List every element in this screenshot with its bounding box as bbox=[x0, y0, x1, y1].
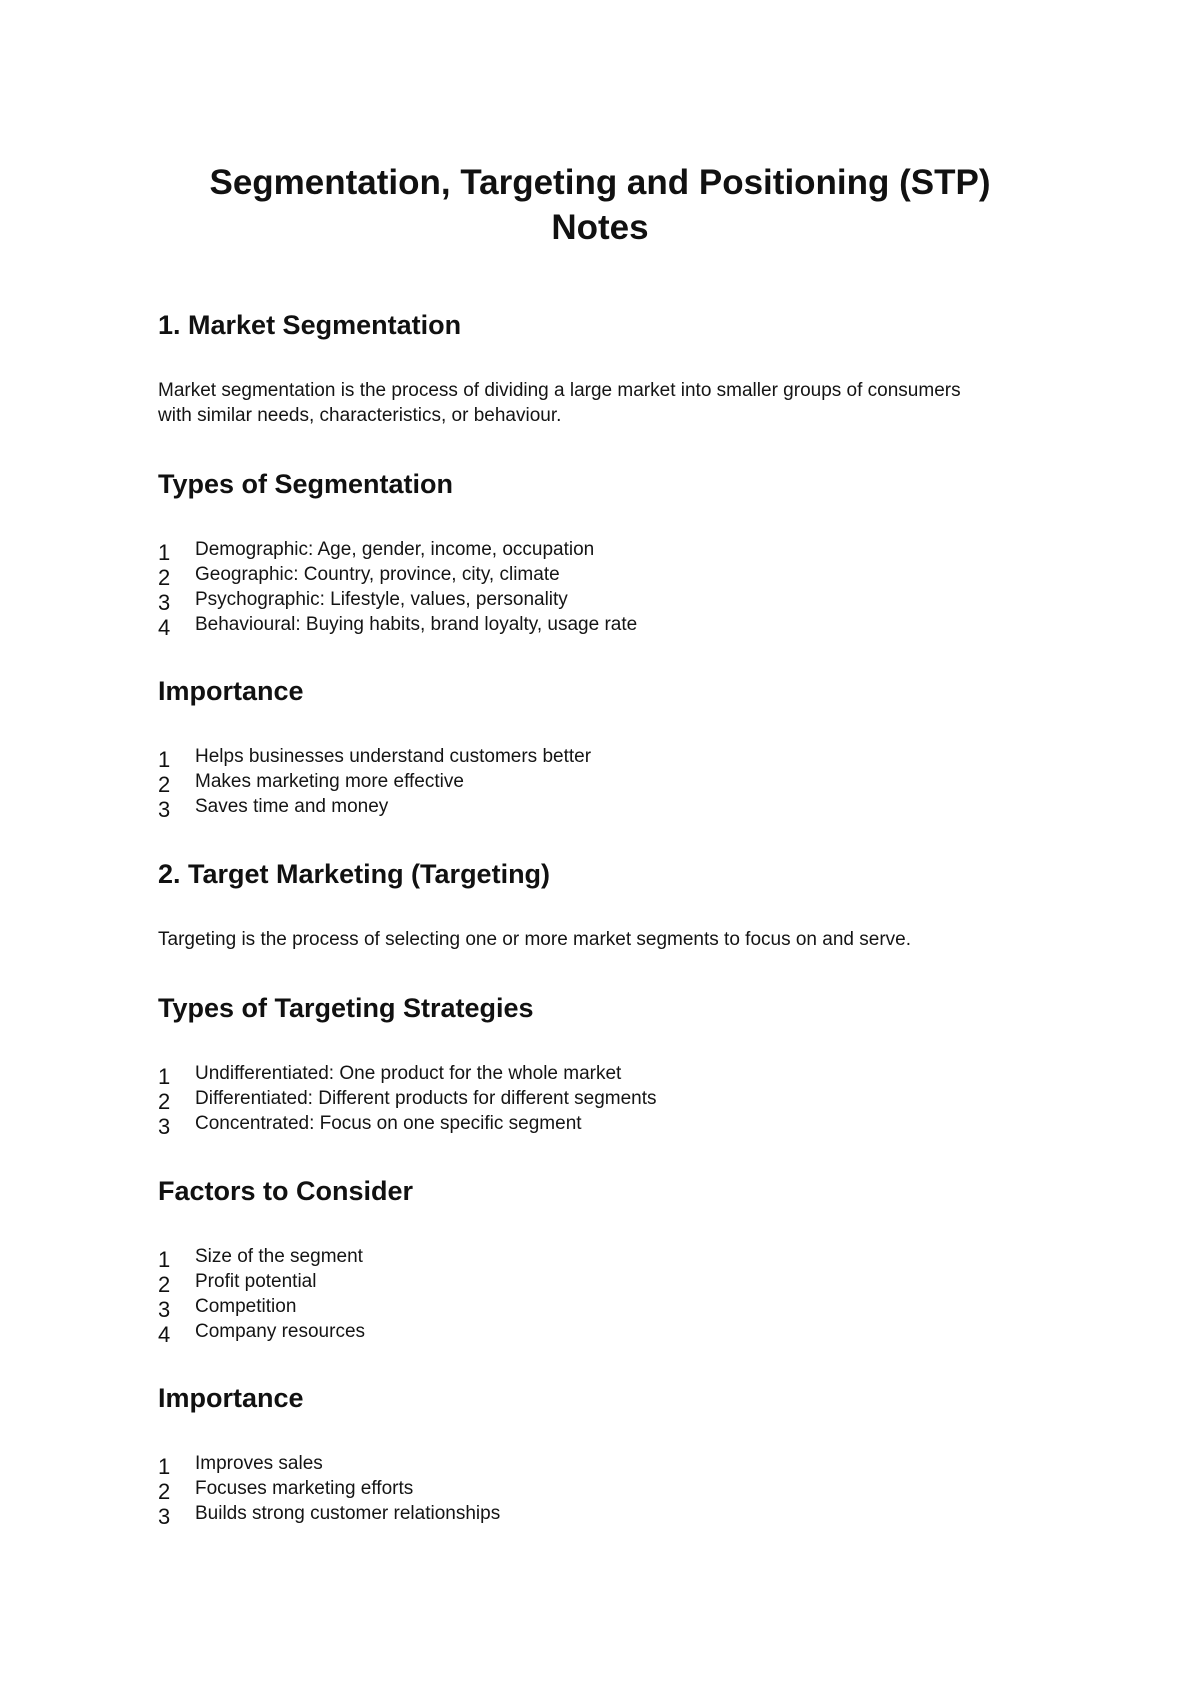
subheading-segmentation-importance: Importance bbox=[158, 676, 304, 706]
list-number: 3 bbox=[158, 1297, 171, 1322]
list-number: 4 bbox=[158, 615, 171, 640]
list-number: 2 bbox=[158, 1089, 171, 1114]
list-number: 1 bbox=[158, 1064, 171, 1089]
list-item-text: Saves time and money bbox=[195, 796, 389, 817]
list-item-text: Company resources bbox=[195, 1321, 366, 1342]
list-number: 2 bbox=[158, 772, 171, 797]
subheading-types-of-segmentation: Types of Segmentation bbox=[158, 469, 454, 499]
list-item-text: Improves sales bbox=[195, 1453, 323, 1474]
list-number: 2 bbox=[158, 1272, 171, 1297]
list-item-text: Concentrated: Focus on one specific segment bbox=[195, 1113, 582, 1134]
list-item-text: Size of the segment bbox=[195, 1246, 363, 1267]
list-item-text: Geographic: Country, province, city, climate bbox=[195, 564, 560, 585]
list-item-text: Builds strong customer relationships bbox=[195, 1503, 501, 1524]
list-number: 2 bbox=[158, 1479, 171, 1504]
page-title-line-2: Notes bbox=[551, 208, 649, 247]
subheading-targeting-importance: Importance bbox=[158, 1383, 304, 1413]
subheading-factors-to-consider: Factors to Consider bbox=[158, 1176, 414, 1206]
section-heading-target-marketing: 2. Target Marketing (Targeting) bbox=[158, 859, 551, 889]
list-number: 1 bbox=[158, 1454, 171, 1479]
segmentation-definition-line-2: with similar needs, characteristics, or behaviour. bbox=[158, 405, 562, 426]
list-item-text: Competition bbox=[195, 1296, 297, 1317]
list-item-text: Demographic: Age, gender, income, occupation bbox=[195, 539, 595, 560]
page-title-line-1: Segmentation, Targeting and Positioning (STP) bbox=[209, 163, 991, 202]
list-number: 3 bbox=[158, 590, 171, 615]
list-number: 1 bbox=[158, 1247, 171, 1272]
list-number: 4 bbox=[158, 1322, 171, 1347]
list-item-text: Psychographic: Lifestyle, values, personality bbox=[195, 589, 568, 610]
list-number: 2 bbox=[158, 565, 171, 590]
list-number: 3 bbox=[158, 1114, 171, 1139]
list-item-text: Differentiated: Different products for different segments bbox=[195, 1088, 657, 1109]
list-item-text: Makes marketing more effective bbox=[195, 771, 464, 792]
list-item-text: Helps businesses understand customers better bbox=[195, 746, 592, 767]
list-item-text: Undifferentiated: One product for the whole market bbox=[195, 1063, 622, 1084]
list-number: 1 bbox=[158, 747, 171, 772]
list-item-text: Profit potential bbox=[195, 1271, 317, 1292]
list-number: 1 bbox=[158, 540, 171, 565]
subheading-types-of-targeting-strategies: Types of Targeting Strategies bbox=[158, 993, 534, 1023]
segmentation-definition-line-1: Market segmentation is the process of dividing a large market into smaller groups of consumers bbox=[158, 380, 961, 401]
targeting-definition: Targeting is the process of selecting one or more market segments to focus on and serve. bbox=[158, 929, 911, 950]
list-item-text: Behavioural: Buying habits, brand loyalty, usage rate bbox=[195, 614, 638, 635]
list-number: 3 bbox=[158, 1504, 171, 1529]
list-item-text: Focuses marketing efforts bbox=[195, 1478, 414, 1499]
list-number: 3 bbox=[158, 797, 171, 822]
section-heading-market-segmentation: 1. Market Segmentation bbox=[158, 310, 462, 340]
